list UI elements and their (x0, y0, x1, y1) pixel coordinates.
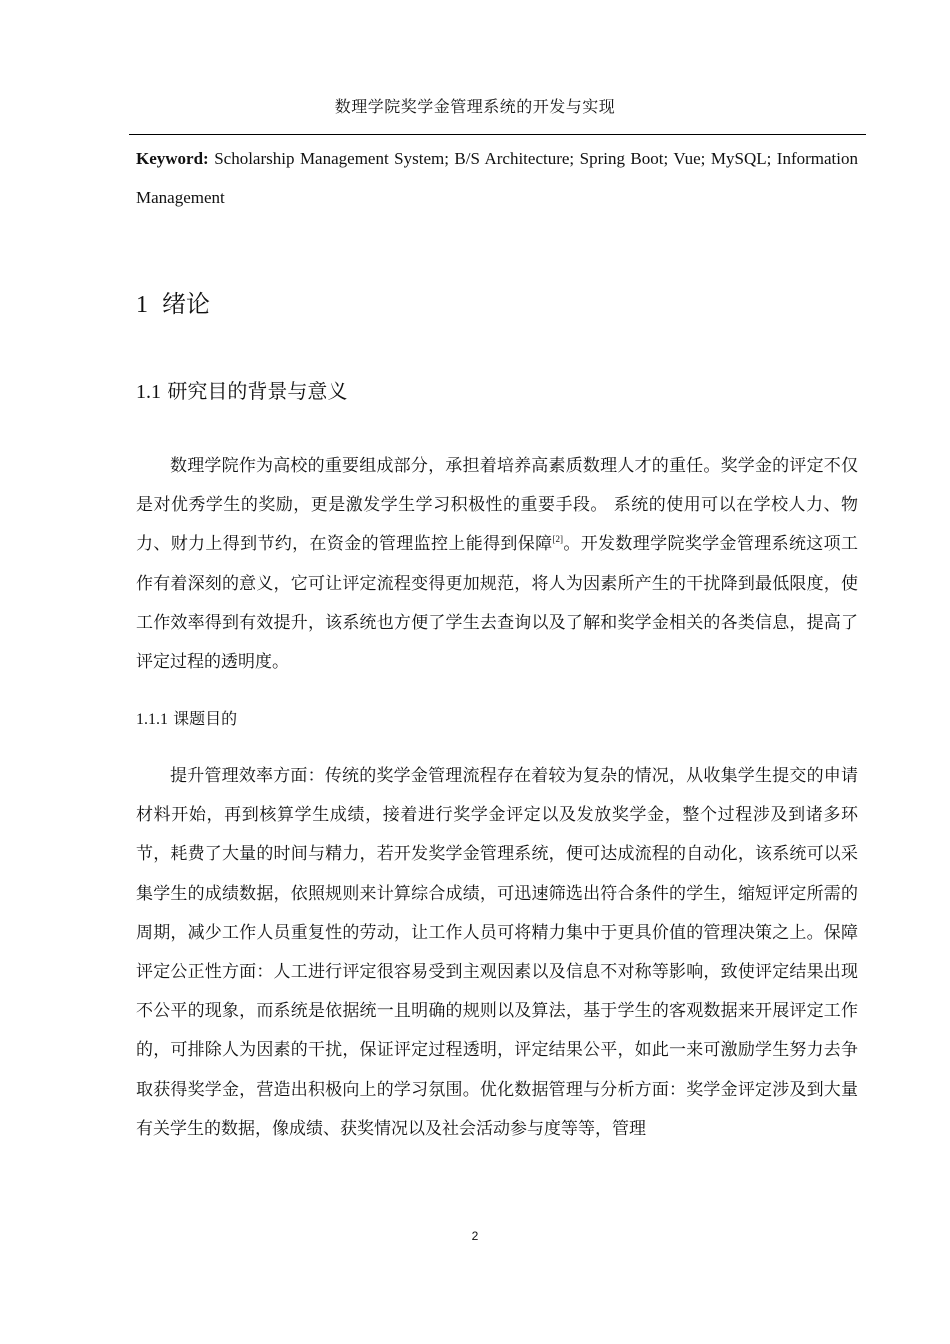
section-number: 1.1 (136, 381, 161, 403)
chapter-number: 1 (136, 292, 148, 318)
section-heading (136, 375, 347, 404)
page-number: 2 (471, 1229, 479, 1243)
paragraph-text-part2: 。开发数理学院奖学金管理系统这项工作有着深刻的意义，它可让评定流程变得更加规范，将人为因素所产生的干扰降到最低限度，使工作效率得到有效提升，该系统也方便了学生去查询以及了解和奖学金相关的各类信息，提高了评定过程的透明度。 (136, 534, 859, 673)
chapter-heading (136, 284, 210, 319)
running-header: 数理学院奖学金管理系统的开发与实现 (334, 97, 616, 116)
keywords-block (136, 139, 858, 217)
paragraph-text-part1: 数理学院作为高校的重要组成部分，承担着培养高素质数理人才的重任。奖学金的评定不仅是对优秀学生的奖励，更是激发学生学习积极性的重要手段。 系统的使用可以在学校人力、物力、财力上得到节约，在资金的管理监控上能得到保障 (136, 456, 858, 555)
subsection-number: 1.1.1 (136, 711, 168, 728)
chapter-title: 绪论 (162, 290, 210, 318)
paragraph-purpose: 提升管理效率方面：传统的奖学金管理流程存在着较为复杂的情况，从收集学生提交的申请材料开始，再到核算学生成绩，接着进行奖学金评定以及发放奖学金，整个过程涉及到诸多环节，耗费了大量的时间与精力，若开发奖学金管理系统，便可达成流程的自动化，该系统可以采集学生的成绩数据，依照规则来计算综合成绩，可迅速筛选出符合条件的学生，缩短评定所需的周期，减少工作人员重复性的劳动，让工作人员可将精力集中于更具价值的管理决策之上。保障评定公正性方面：人工进行评定很容易受到主观因素以及信息不对称等影响，致使评定结果出现不公平的现象，而系统是依据统一且明确的规则以及算法，基于学生的客观数据来开展评定工作的，可排除人为因素的干扰，保证评定过程透明，评定结果公平，如此一来可激励学生努力去争取获得奖学金，营造出积极向上的学习氛围。优化数据管理与分析方面：奖学金评定涉及到大量有关学生的数据，像成绩、获奖情况以及社会活动参与度等等，管理 (136, 766, 858, 1139)
keywords-label: Keyword: (136, 149, 209, 168)
section-title: 研究目的背景与意义 (167, 379, 348, 403)
keywords-text: Scholarship Management System; B/S Architecture; Spring Boot; Vue; MySQL; Information Management (136, 149, 859, 207)
subsection-heading (136, 706, 237, 729)
header-divider (129, 134, 866, 135)
citation-marker: [2] (552, 534, 563, 545)
subsection-title: 课题目的 (173, 709, 238, 728)
paragraph-background (136, 447, 858, 682)
